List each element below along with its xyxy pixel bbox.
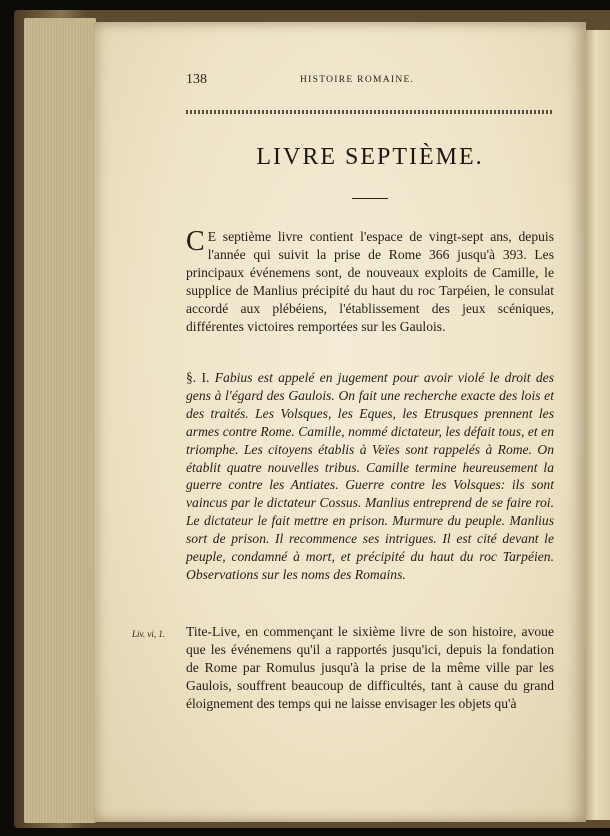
page-number: 138	[186, 72, 207, 87]
page-header	[186, 72, 554, 90]
intro-paragraph	[186, 228, 554, 335]
section-label: §. I.	[186, 370, 210, 385]
facing-page-edge	[586, 30, 610, 820]
page-edges	[24, 18, 96, 823]
title-divider	[352, 198, 388, 199]
summary-text: Fabius est appelé en jugement pour avoir violé le droit des gens à l'égard des Gaulois. On fait une recherche exacte des lois et des traités. Les Volsques, les Eques, les Etrusques prennent les armes contre Rome. Camille, nommé dictateur, les défait tous, et en triomphe. Les citoyens établis à Veïes sont rappelés à Rome. On établit quatre nouvelles tribus. Camille termine heureusement la guerre contre les Antiates. Guerre contre les Volsques: ils sont vaincus par le dictateur Cossus. Manlius entreprend de se faire roi. Le dictateur le fait mettre en prison. Murmure du peuple. Manlius sort de prison. Il recommence ses intrigues. Il est cité devant le peuple, condamné à mort, et précipité du haut du roc Tarpéien. Observations sur les noms des Romains.	[186, 370, 554, 582]
drop-cap: C	[186, 226, 205, 257]
chapter-title: LIVRE SEPTIÈME.	[256, 144, 484, 170]
ornamental-rule	[186, 110, 554, 114]
running-title: HISTOIRE ROMAINE.	[300, 75, 415, 85]
margin-note: Liv. vi, 1.	[132, 629, 166, 639]
section-summary	[186, 369, 554, 584]
body-paragraph: Tite-Live, en commençant le sixième livre de son histoire, avoue que les événemens qu'il a rapportés jusqu'ici, depuis la fondation de Rome par Romulus jusqu'à la prise de la même ville par les Gaulois, souffrent beaucoup de difficultés, tant à cause du grand éloignement des temps qui ne laisse envisager les objets qu'à	[186, 624, 554, 711]
intro-text: E septième livre contient l'espace de vingt-sept ans, depuis l'année qui suivit la prise de Rome 366 jusqu'à 393. Les principaux événemens sont, de nouveaux exploits de Camille, le supplice de Manlius précipité du haut du roc Tarpéien, le consulat accordé aux plébéiens, l'établissement des jeux scéniques, différentes victoires remportées sur les Gaulois.	[186, 229, 554, 334]
